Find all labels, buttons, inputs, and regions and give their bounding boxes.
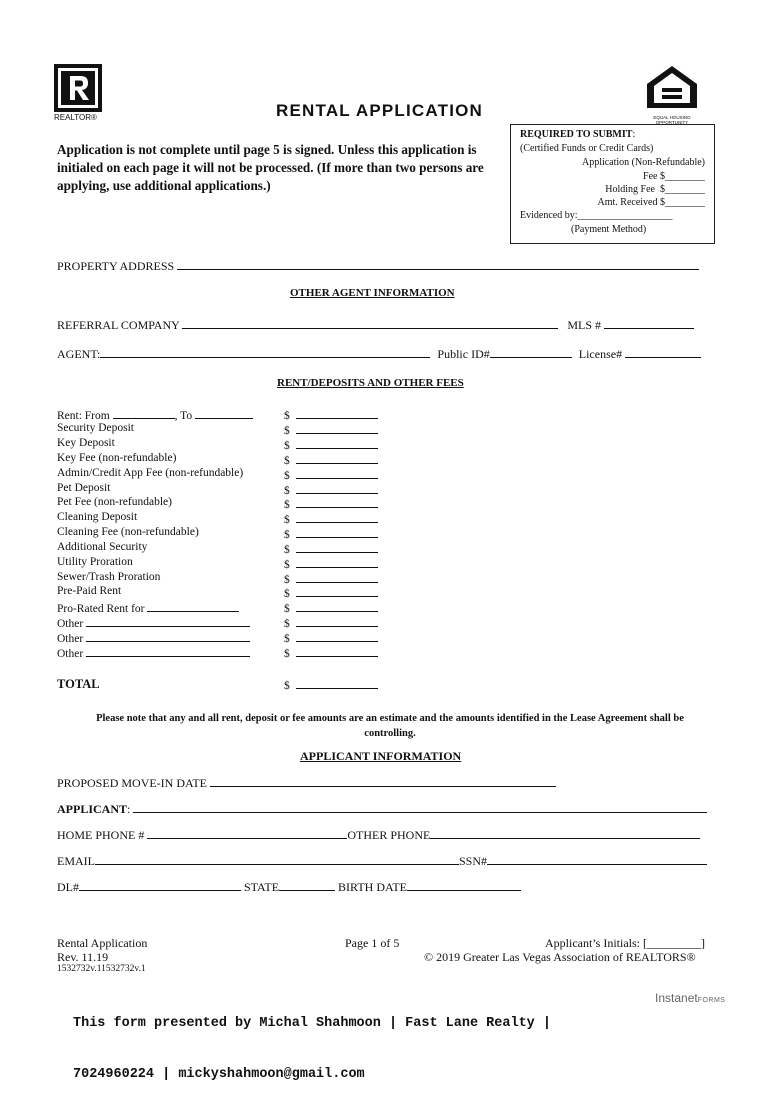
amount-field[interactable] — [296, 496, 378, 508]
currency-symbol: $ — [284, 410, 290, 422]
amount-row — [284, 467, 378, 482]
currency-symbol: $ — [284, 499, 290, 511]
footer-form-info — [57, 936, 147, 964]
applicant-label: APPLICANT — [57, 802, 128, 816]
amount-field[interactable] — [296, 482, 378, 494]
rent-from-row — [57, 407, 253, 422]
amount-row — [284, 615, 378, 630]
amount-field[interactable] — [296, 585, 378, 597]
currency-symbol: $ — [284, 455, 290, 467]
footer-copyright: © 2019 Greater Las Vegas Association of REALTORS® — [424, 950, 696, 964]
amount-field[interactable] — [296, 407, 378, 419]
total-label: TOTAL — [57, 677, 100, 691]
state-label: STATE — [244, 880, 280, 894]
amount-field[interactable] — [296, 452, 378, 464]
applicant-row: APPLICANT: — [57, 801, 707, 817]
fee-item: Security Deposit — [57, 422, 134, 434]
equal-housing-icon — [645, 64, 699, 110]
amount-field[interactable] — [296, 556, 378, 568]
birth-date-field[interactable] — [407, 879, 521, 891]
fee-item: Sewer/Trash Proration — [57, 571, 161, 583]
email-label: EMAIL — [57, 854, 95, 868]
amount-row — [284, 556, 378, 571]
required-amt-received[interactable]: Amt. Received $________ — [597, 197, 705, 208]
fee-item: Cleaning Deposit — [57, 511, 138, 523]
amount-field[interactable] — [296, 615, 378, 627]
other-row — [57, 615, 250, 630]
intro-text: Application is not complete until page 5 is signed. Unless this application is initialed on each page it will not be processed. (If more than two persons are applying, use additional applications.) — [57, 142, 484, 193]
fee-item: Admin/Credit App Fee (non-refundable) — [57, 467, 244, 479]
required-heading-text: REQUIRED TO SUBMIT — [520, 129, 633, 140]
property-address-label: PROPERTY ADDRESS — [57, 259, 175, 273]
amount-field[interactable] — [296, 571, 378, 583]
other-row — [57, 645, 250, 660]
birth-date-label: BIRTH DATE — [338, 880, 407, 894]
required-application: Application (Non-Refundable) — [581, 157, 705, 168]
amount-row — [284, 541, 378, 556]
total-amount-field[interactable] — [296, 677, 378, 689]
currency-symbol: $ — [284, 680, 290, 692]
applicant-title: APPLICANT INFORMATION — [300, 749, 462, 763]
state-field[interactable] — [279, 879, 335, 891]
amount-field[interactable] — [296, 437, 378, 449]
currency-symbol: $ — [284, 425, 290, 437]
currency-symbol: $ — [284, 618, 290, 630]
home-phone-label: HOME PHONE # — [57, 828, 145, 842]
pro-rated-row — [57, 600, 239, 615]
amount-row — [284, 526, 378, 541]
other-label: Other — [57, 633, 84, 645]
amount-row — [284, 585, 378, 600]
required-funds: (Certified Funds or Credit Cards) — [520, 143, 654, 154]
amount-field[interactable] — [296, 511, 378, 523]
amount-row — [284, 407, 378, 422]
equal-housing-caption: EQUAL HOUSING OPPORTUNITY — [653, 115, 691, 125]
currency-symbol: $ — [284, 470, 290, 482]
instanet-brand: Instanet — [655, 991, 698, 1005]
other-field[interactable] — [86, 615, 250, 627]
estimate-note: Please note that any and all rent, deposit or fee amounts are an estimate and the amounts identified in the Lease Agreement shall be controlling. — [96, 713, 684, 739]
public-id-label: Public ID# — [437, 347, 490, 361]
fee-item: Pre-Paid Rent — [57, 585, 122, 597]
other-agent-title: OTHER AGENT INFORMATION — [290, 287, 455, 299]
fee-item: Cleaning Fee (non-refundable) — [57, 526, 199, 538]
mls-label: MLS # — [567, 318, 602, 332]
currency-symbol: $ — [284, 603, 290, 615]
dl-row — [57, 879, 521, 895]
amount-row — [284, 600, 378, 615]
currency-symbol: $ — [284, 440, 290, 452]
required-payment-method: (Payment Method) — [571, 224, 647, 235]
agent-label: AGENT: — [57, 347, 101, 361]
currency-symbol: $ — [284, 648, 290, 660]
dl-label: DL# — [57, 880, 79, 894]
email-row — [57, 853, 707, 869]
amount-row — [284, 422, 378, 437]
other-phone-label: OTHER PHONE — [347, 828, 431, 842]
amount-row — [284, 571, 378, 586]
amount-row — [284, 496, 378, 511]
currency-symbol: $ — [284, 529, 290, 541]
equal-housing-logo — [645, 64, 699, 125]
required-evidenced-by[interactable]: Evidenced by:___________________ — [520, 210, 673, 221]
required-heading: REQUIRED TO SUBMIT: — [520, 129, 636, 140]
amount-row — [284, 482, 378, 497]
license-field[interactable] — [625, 346, 701, 358]
currency-symbol: $ — [284, 485, 290, 497]
currency-symbol: $ — [284, 588, 290, 600]
amount-row — [284, 630, 378, 645]
fees-title: RENT/DEPOSITS AND OTHER FEES — [277, 377, 464, 389]
move-in-label: PROPOSED MOVE-IN DATE — [57, 776, 208, 790]
realtor-logo — [54, 64, 102, 114]
footer-form-name: Rental Application — [57, 936, 148, 950]
fee-item: Pet Deposit — [57, 482, 111, 494]
mls-field[interactable] — [604, 317, 694, 329]
move-in-field[interactable] — [210, 775, 556, 787]
presented-by-line2: 7024960224 | mickyshahmoon@gmail.com — [73, 1067, 365, 1082]
rent-to-field[interactable] — [195, 407, 253, 419]
email-field[interactable] — [95, 853, 459, 865]
rent-from-field[interactable] — [113, 407, 175, 419]
currency-symbol: $ — [284, 633, 290, 645]
fee-item: Key Fee (non-refundable) — [57, 452, 177, 464]
required-fee[interactable]: Fee $________ — [643, 171, 705, 182]
rent-from-label: Rent: From — [57, 410, 110, 422]
instanet-logo — [655, 991, 725, 1005]
fee-item: Utility Proration — [57, 556, 133, 568]
required-box — [510, 124, 715, 244]
dl-field[interactable] — [79, 879, 241, 891]
realtor-r-icon — [54, 64, 102, 112]
property-address-row — [57, 258, 699, 274]
ssn-field[interactable] — [487, 853, 707, 865]
amount-row — [284, 452, 378, 467]
pro-rated-label: Pro-Rated Rent for — [57, 603, 145, 615]
amount-field[interactable] — [296, 645, 378, 657]
agent-row — [57, 346, 701, 362]
total-amount-row — [284, 677, 378, 692]
fee-item: Key Deposit — [57, 437, 115, 449]
home-phone-field[interactable] — [147, 827, 347, 839]
amount-row — [284, 511, 378, 526]
required-holding-fee[interactable]: Holding Fee $________ — [605, 184, 705, 195]
form-title: RENTAL APPLICATION — [276, 101, 484, 120]
property-address-field[interactable] — [177, 258, 699, 270]
fee-item: Pet Fee (non-refundable) — [57, 496, 172, 508]
currency-symbol: $ — [284, 559, 290, 571]
referral-company-field[interactable] — [182, 317, 558, 329]
applicant-field[interactable] — [133, 801, 707, 813]
rent-to-label: , To — [174, 410, 193, 422]
referral-row — [57, 317, 694, 333]
amount-field[interactable] — [296, 600, 378, 612]
footer-page-number: Page 1 of 5 — [345, 936, 400, 950]
currency-symbol: $ — [284, 574, 290, 586]
amount-row — [284, 645, 378, 660]
other-field[interactable] — [86, 630, 250, 642]
move-in-row — [57, 775, 556, 791]
amount-field[interactable] — [296, 630, 378, 642]
footer-rev: Rev. 11.19 — [57, 950, 109, 964]
currency-symbol: $ — [284, 514, 290, 526]
presented-by — [73, 981, 551, 1100]
realtor-caption: REALTOR® — [54, 113, 97, 122]
other-phone-field[interactable] — [430, 827, 700, 839]
agent-field[interactable] — [100, 346, 430, 358]
pro-rated-field[interactable] — [147, 600, 239, 612]
phone-row — [57, 827, 700, 843]
amount-row — [284, 437, 378, 452]
footer-code: 1532732v.11532732v.1 — [57, 964, 146, 974]
amount-field[interactable] — [296, 541, 378, 553]
other-field[interactable] — [86, 645, 250, 657]
other-label: Other — [57, 648, 84, 660]
other-row — [57, 630, 250, 645]
license-label: License# — [578, 347, 623, 361]
amount-field[interactable] — [296, 467, 378, 479]
presented-by-line1: This form presented by Michal Shahmoon | Fast Lane Realty | — [73, 1016, 551, 1031]
referral-company-label: REFERRAL COMPANY — [57, 318, 180, 332]
footer-initials[interactable]: Applicant’s Initials: [_________] — [545, 936, 705, 950]
currency-symbol: $ — [284, 544, 290, 556]
fee-item: Additional Security — [57, 541, 148, 553]
instanet-suffix: FORMS — [697, 997, 726, 1004]
ssn-label: SSN# — [459, 854, 488, 868]
amount-field[interactable] — [296, 422, 378, 434]
other-label: Other — [57, 618, 84, 630]
public-id-field[interactable] — [490, 346, 572, 358]
amount-field[interactable] — [296, 526, 378, 538]
